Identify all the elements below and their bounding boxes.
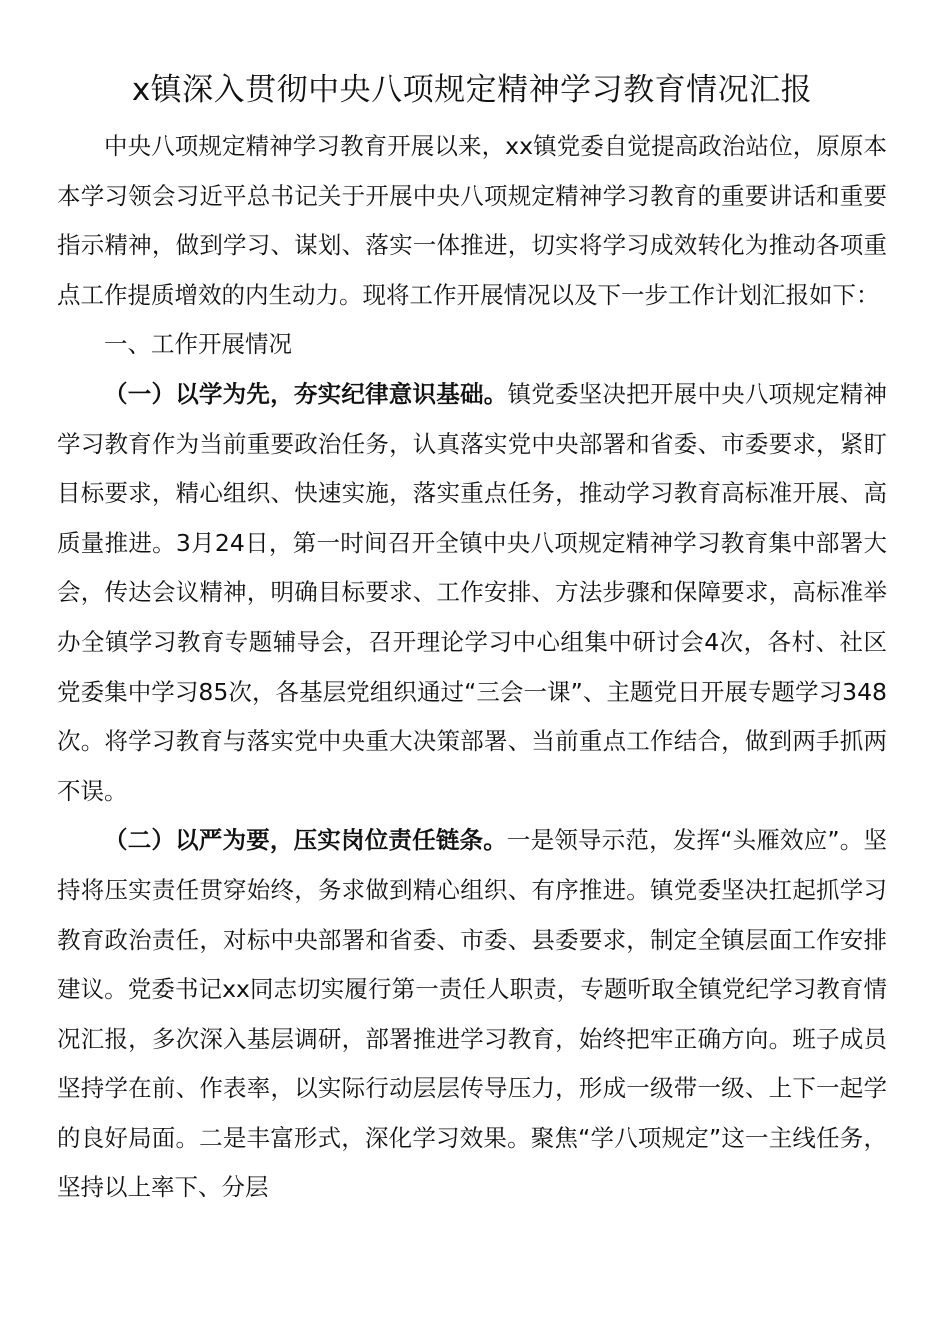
item-2-body: 一是领导示范，发挥“头雁效应”。坚持将压实责任贯穿始终，务求做到精心组织、有序推进。镇党委坚决扛起抓学习教育政治责任，对标中央部署和省委、市委、县委要求，制定全镇层面工作安排建议。党委书记xx同志切实履行第一责任人职责，专题听取全镇党纪学习教育情况汇报，多次深入基层调研，部署推进学习教育，始终把牢正确方向。班子成员坚持学在前、作表率，以实际行动层层传导压力，形成一级带一级、上下一起学的良好局面。二是丰富形式，深化学习效果。聚焦“学八项规定”这一主线任务，坚持以上率下、分层: [57, 826, 887, 1202]
item-2-paragraph: [57, 816, 887, 1213]
item-2-lead: （二）以严为要，压实岗位责任链条。: [104, 826, 507, 855]
intro-paragraph: 中央八项规定精神学习教育开展以来，xx镇党委自觉提高政治站位，原原本本学习领会习近平总书记关于开展中央八项规定精神学习教育的重要讲话和重要指示精神，做到学习、谋划、落实一体推进，切实将学习成效转化为推动各项重点工作提质增效的内生动力。现将工作开展情况以及下一步工作计划汇报如下：: [57, 132, 887, 309]
item-1-body: 镇党委坚决把开展中央八项规定精神学习教育作为当前重要政治任务，认真落实党中央部署和省委、市委要求，紧盯目标要求，精心组织、快速实施，落实重点任务，推动学习教育高标准开展、高质量推进。3月24日，第一时间召开全镇中央八项规定精神学习教育集中部署大会，传达会议精神，明确目标要求、工作安排、方法步骤和保障要求，高标准举办全镇学习教育专题辅导会，召开理论学习中心组集中研讨会4次，各村、社区党委集中学习85次，各基层党组织通过“三会一课”、主题党日开展专题学习348次。将学习教育与落实党中央重大决策部署、当前重点工作结合，做到两手抓两不误。: [57, 379, 887, 805]
section-heading-1: 一、工作开展情况: [104, 330, 292, 359]
item-1-lead: （一）以学为先，夯实纪律意识基础。: [104, 379, 508, 408]
document-title: x镇深入贯彻中央八项规定精神学习教育情况汇报: [131, 72, 813, 108]
document-page: [57, 58, 887, 1213]
item-1-paragraph: [57, 370, 887, 816]
